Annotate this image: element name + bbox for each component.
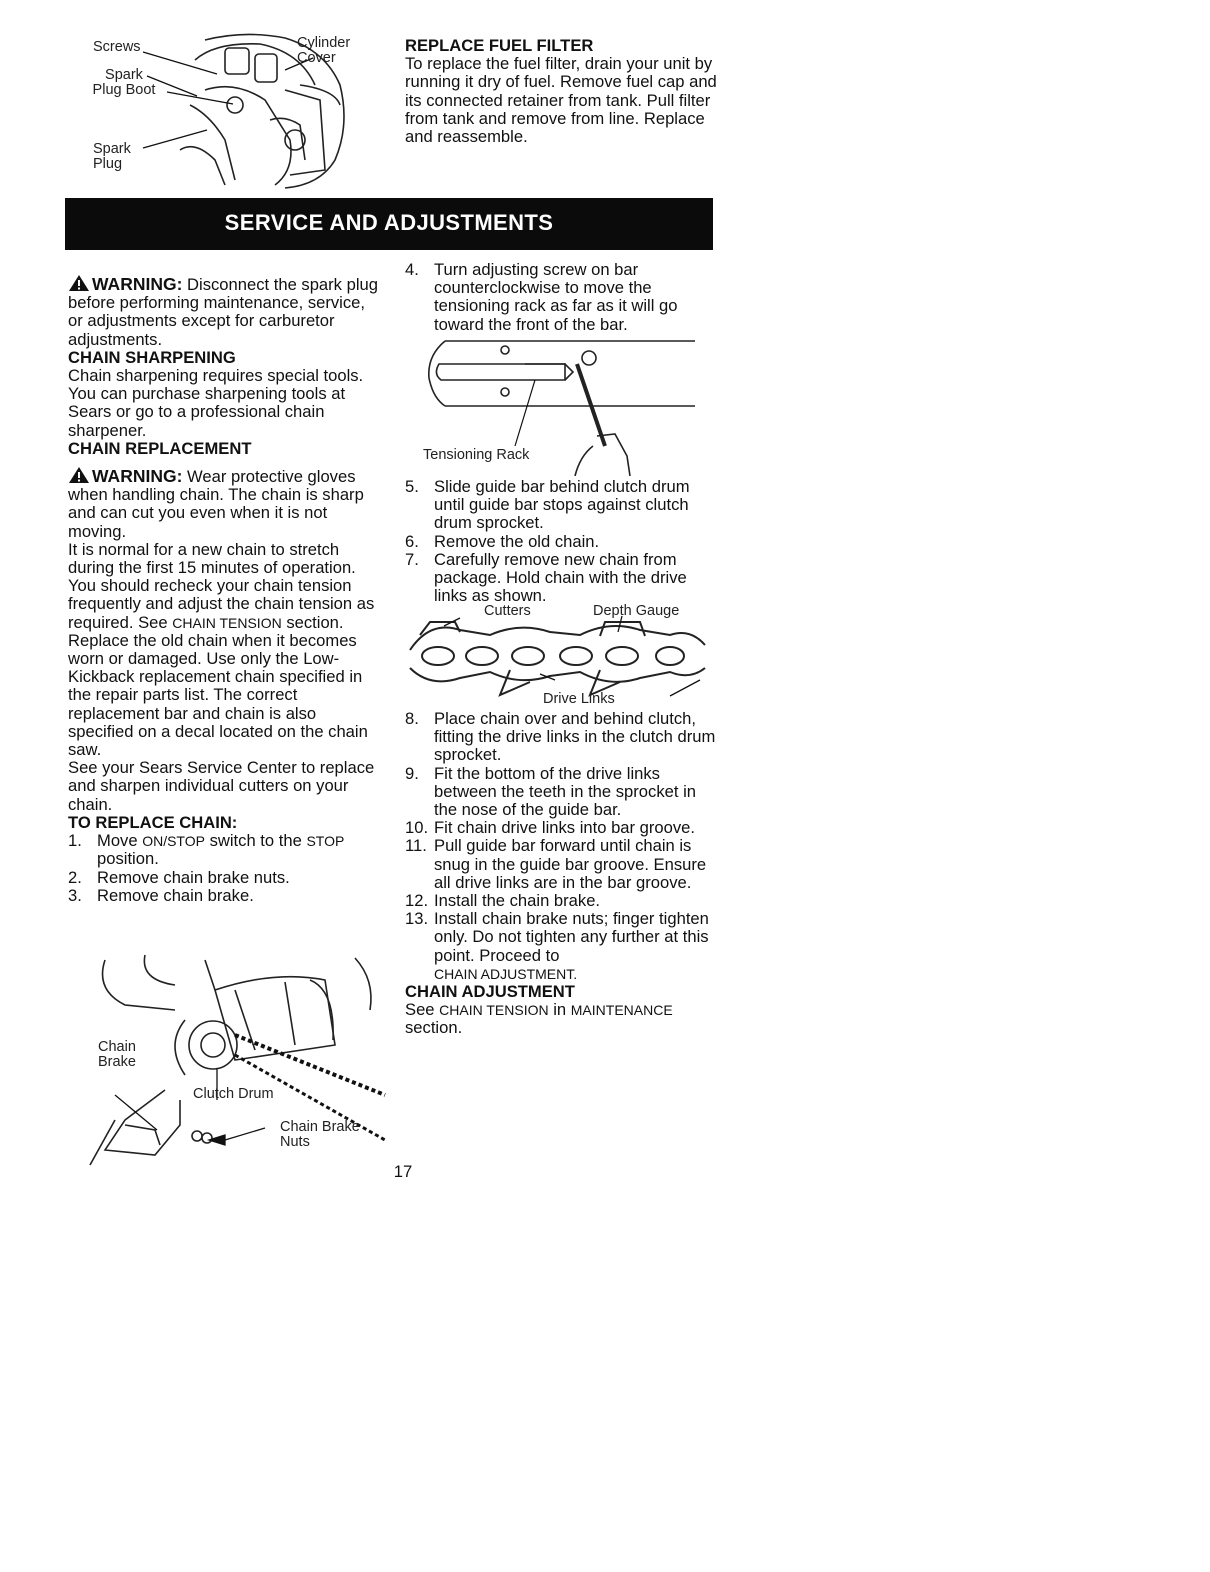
steps-list-b — [405, 478, 720, 605]
label-screws: Screws — [93, 39, 141, 55]
switch-reference: ON/STOP — [142, 833, 205, 850]
list-item — [405, 910, 720, 965]
to-replace-chain-heading: TO REPLACE CHAIN: — [68, 812, 238, 832]
label-chain-brake: Chain Brake — [98, 1039, 136, 1070]
para-text: It is normal for a new chain to stretch during the first 15 minutes of operation. You should recheck your chain tension frequently and adjust the chain tension as required. See — [68, 539, 375, 632]
step-text: Fit chain drive links into bar groove. — [434, 818, 696, 838]
step-text: Remove chain brake. — [97, 885, 254, 905]
list-item — [405, 819, 720, 837]
figure-chain-brake — [85, 950, 390, 1170]
chain-stretch-paragraph — [68, 541, 380, 632]
chain-adjustment-heading: CHAIN ADJUSTMENT — [405, 982, 575, 1002]
right-column-bottom — [405, 710, 720, 1038]
step-number: 13. — [405, 909, 429, 929]
warning-icon — [68, 274, 90, 292]
figure-chain-links — [400, 600, 710, 710]
label-clutch-drum: Clutch Drum — [193, 1086, 274, 1102]
list-item — [405, 837, 720, 892]
step13-reference — [405, 965, 720, 983]
section-reference: CHAIN TENSION — [172, 614, 282, 631]
fuel-filter-body: To replace the fuel filter, drain your unit by running it dry of fuel. Remove fuel cap and its connected retainer from tank. Pull filter from tank and remove from line. Replace and reassemble. — [405, 54, 717, 147]
label-spark-plug: Spark Plug — [93, 141, 131, 172]
section-reference: MAINTENANCE — [570, 1002, 673, 1019]
list-item — [405, 551, 720, 606]
step-number: 6. — [405, 531, 419, 551]
step-text: Remove the old chain. — [434, 531, 600, 551]
step-text: Carefully remove new chain from package. Hold chain with the drive links as shown. — [434, 549, 687, 606]
label-chain-brake-nuts: Chain Brake Nuts — [280, 1119, 360, 1150]
step-number: 4. — [405, 260, 419, 279]
step-text: Slide guide bar behind clutch drum until guide bar stops against clutch drum sprocket. — [434, 477, 690, 533]
figure-spark-plug — [85, 30, 375, 190]
label-tensioning-rack: Tensioning Rack — [423, 447, 530, 463]
step-number: 10. — [405, 818, 429, 838]
list-item — [405, 478, 720, 533]
label-drive-links: Drive Links — [543, 691, 615, 707]
replace-steps-list — [68, 832, 380, 905]
warning-gloves — [68, 466, 380, 541]
step-text: Move ON/STOP switch to the STOP position. — [97, 831, 345, 869]
step-text: Install chain brake nuts; finger tighten only. Do not tighten any further at this point. Proceed to — [434, 909, 709, 965]
figure-tensioning-rack — [405, 336, 705, 476]
step-text: Turn adjusting screw on bar counterclockwise to move the tensioning rack as far as it will go toward the front of the bar. — [434, 260, 678, 334]
page-number: 17 — [393, 1162, 413, 1181]
list-item — [405, 710, 720, 765]
para-text: section. — [286, 612, 344, 632]
warning-icon — [68, 466, 90, 484]
section-banner — [65, 198, 713, 250]
chain-adjustment-body: See CHAIN TENSION in MAINTENANCE section. — [405, 1000, 673, 1038]
list-item — [405, 892, 720, 910]
left-column — [68, 274, 380, 905]
step-text: Install the chain brake. — [434, 891, 601, 911]
chain-sharpening-body: Chain sharpening requires special tools. You can purchase sharpening tools at Sears or go to a professional chain sharpener. — [68, 366, 364, 440]
step-number: 8. — [405, 709, 419, 728]
step-number: 12. — [405, 891, 429, 911]
step-number: 9. — [405, 763, 419, 783]
section-reference: CHAIN ADJUSTMENT. — [434, 965, 578, 982]
step-text: Fit the bottom of the drive links between the teeth in the sprocket in the nose of the guide bar. — [434, 763, 696, 820]
label-depth-gauge: Depth Gauge — [593, 603, 680, 619]
chain-sharpening-heading: CHAIN SHARPENING — [68, 347, 236, 367]
section-replace-fuel-filter — [405, 37, 725, 146]
list-item — [405, 261, 720, 334]
list-item — [405, 533, 720, 551]
step-text: Remove chain brake nuts. — [97, 867, 290, 887]
section-reference: CHAIN TENSION — [439, 1002, 549, 1019]
label-cylinder-cover: Cylinder Cover — [297, 35, 351, 66]
right-column-top — [405, 261, 720, 334]
warning-disconnect — [68, 274, 380, 349]
warning-label: WARNING: — [92, 274, 183, 294]
fuel-filter-heading: REPLACE FUEL FILTER — [405, 36, 594, 55]
warning-text: Wear protective gloves when handling chain. The chain is sharp and can cut you even when it is not moving. — [68, 467, 364, 541]
list-item — [68, 832, 380, 868]
list-item — [68, 869, 380, 887]
steps-list-a — [405, 261, 720, 334]
step-text: Pull guide bar forward until chain is snug in the guide bar groove. Ensure all drive links are in the bar groove. — [434, 836, 707, 892]
warning-label: WARNING: — [92, 466, 183, 487]
chain-replacement-heading: CHAIN REPLACEMENT — [68, 438, 252, 458]
label-spark-plug-boot: Spark Plug Boot — [92, 67, 156, 98]
switch-reference: STOP — [306, 833, 345, 850]
step-text: Place chain over and behind clutch, fitting the drive links in the clutch drum sprocket. — [434, 709, 716, 765]
step-number: 5. — [405, 477, 419, 496]
step-number: 1. — [68, 831, 82, 851]
warning-text: Disconnect the spark plug before performing maintenance, service, or adjustments except for carburetor adjustments. — [68, 275, 378, 349]
step-number: 2. — [68, 867, 82, 887]
right-column-middle — [405, 478, 720, 605]
service-center-paragraph: See your Sears Service Center to replace and sharpen individual cutters on your chain. — [68, 758, 375, 814]
list-item — [68, 887, 380, 905]
list-item — [405, 765, 720, 820]
step-number: 3. — [68, 885, 82, 905]
replace-old-chain-paragraph: Replace the old chain when it becomes worn or damaged. Use only the Low-Kickback replacement chain specified in the repair parts list. The correct replacement bar and chain is also specified on a decal located on the chain saw. — [68, 630, 368, 760]
step-number: 7. — [405, 549, 419, 569]
steps-list-c — [405, 710, 720, 965]
banner-title: SERVICE AND ADJUSTMENTS — [224, 210, 554, 235]
step-number: 11. — [405, 836, 427, 856]
label-cutters: Cutters — [484, 603, 531, 619]
